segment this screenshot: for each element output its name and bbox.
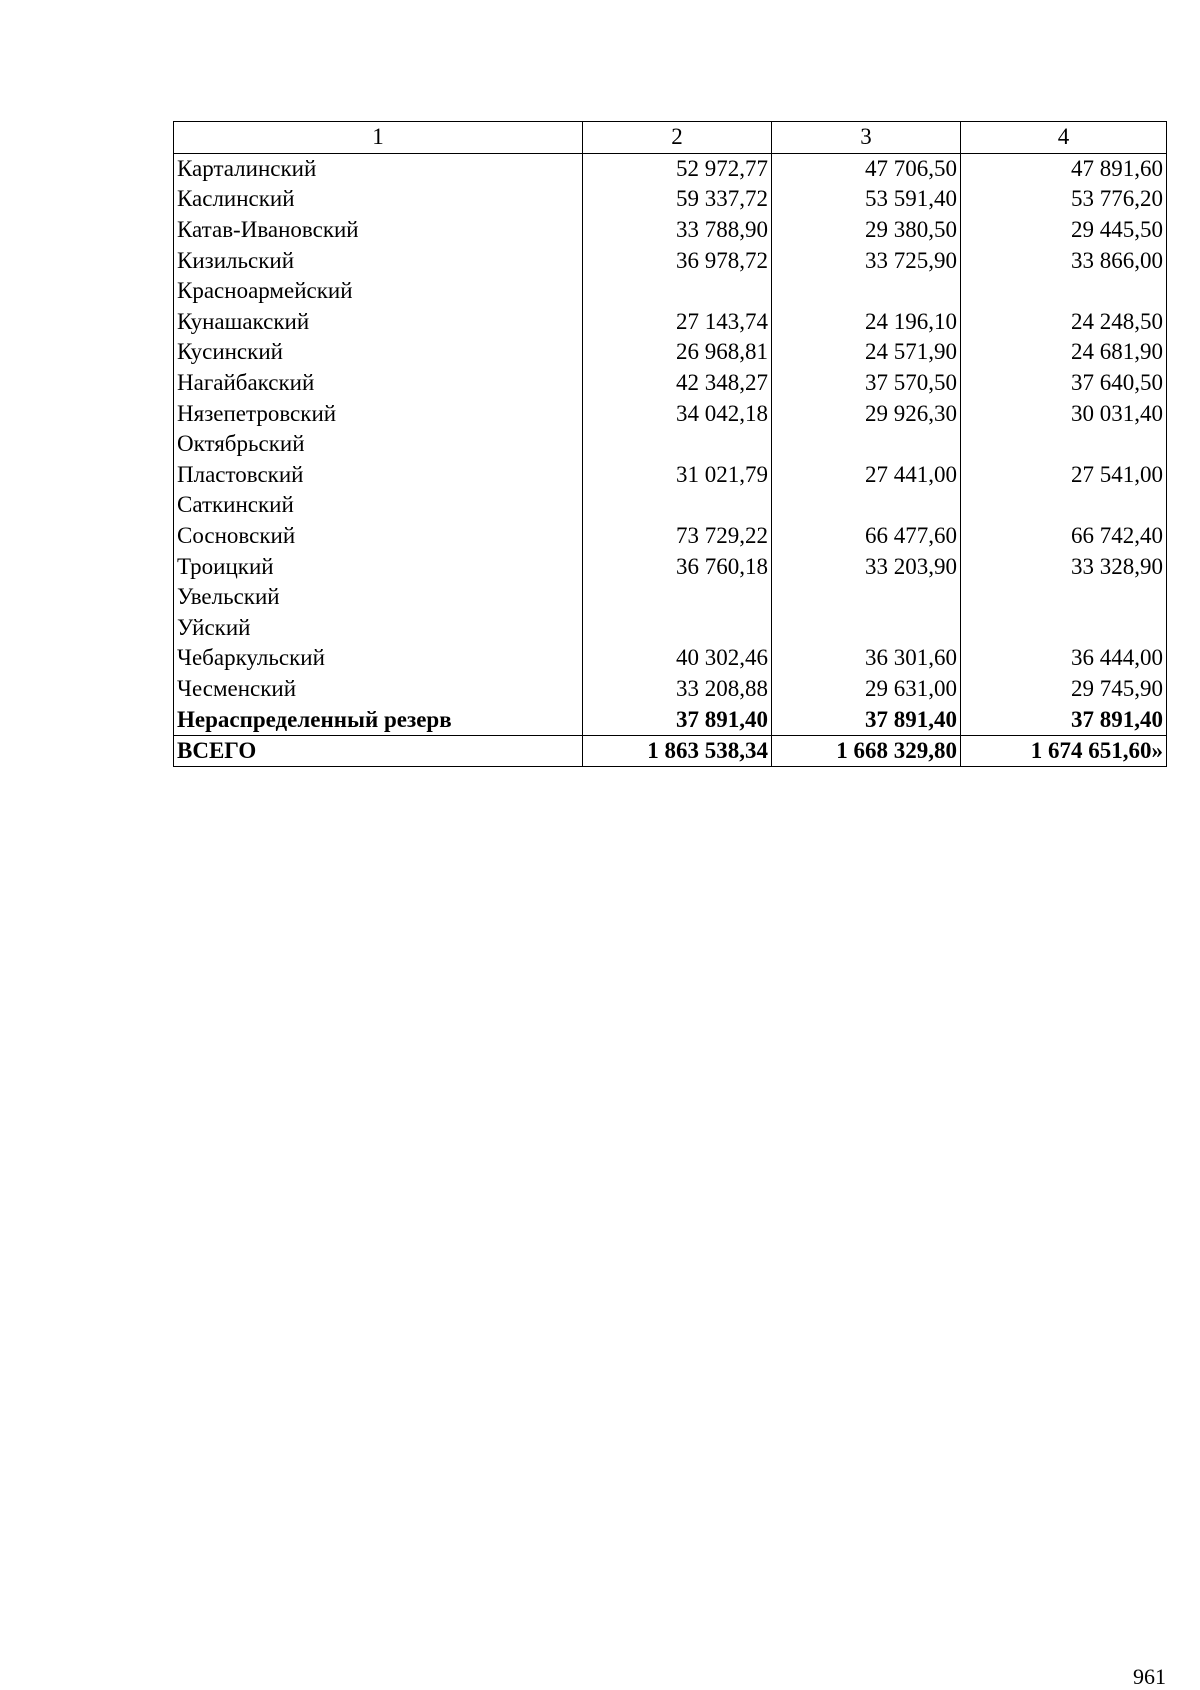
value-cell-2: 73 729,22 [583, 521, 772, 552]
page-number: 961 [1133, 1664, 1166, 1689]
value-cell-4 [961, 429, 1167, 460]
table-row [174, 184, 1167, 215]
table-row [174, 215, 1167, 246]
table-row [174, 337, 1167, 368]
table-row [174, 429, 1167, 460]
value-cell-3: 29 631,00 [772, 674, 961, 705]
value-cell-4: 47 891,60 [961, 153, 1167, 184]
value-cell-3: 66 477,60 [772, 521, 961, 552]
table-row [174, 368, 1167, 399]
table-row [174, 245, 1167, 276]
district-name-cell: Октябрьский [174, 429, 583, 460]
header-cell-2: 2 [583, 122, 772, 154]
district-name-cell: Катав-Ивановский [174, 215, 583, 246]
table-row [174, 460, 1167, 491]
value-cell-2: 37 891,40 [583, 704, 772, 735]
value-cell-3: 37 570,50 [772, 368, 961, 399]
value-cell-3: 29 926,30 [772, 398, 961, 429]
value-cell-3 [772, 429, 961, 460]
value-cell-2: 33 788,90 [583, 215, 772, 246]
value-cell-4: 33 328,90 [961, 551, 1167, 582]
value-cell-2: 31 021,79 [583, 460, 772, 491]
header-cell-4: 4 [961, 122, 1167, 154]
table-row [174, 551, 1167, 582]
value-cell-3: 37 891,40 [772, 704, 961, 735]
district-name-cell: Кизильский [174, 245, 583, 276]
budget-table [173, 121, 1167, 767]
value-cell-4: 33 866,00 [961, 245, 1167, 276]
value-cell-3: 33 725,90 [772, 245, 961, 276]
value-cell-4: 27 541,00 [961, 460, 1167, 491]
value-cell-4 [961, 582, 1167, 613]
header-cell-3: 3 [772, 122, 961, 154]
value-cell-2: 59 337,72 [583, 184, 772, 215]
district-name-cell: Пластовский [174, 460, 583, 491]
district-name-cell: Саткинский [174, 490, 583, 521]
district-name-cell: Карталинский [174, 153, 583, 184]
table-row [174, 276, 1167, 307]
value-cell-4: 29 445,50 [961, 215, 1167, 246]
value-cell-2 [583, 429, 772, 460]
value-cell-3 [772, 582, 961, 613]
value-cell-3: 1 668 329,80 [772, 735, 961, 767]
table-row [174, 153, 1167, 184]
district-name-cell: Сосновский [174, 521, 583, 552]
value-cell-4: 37 640,50 [961, 368, 1167, 399]
value-cell-4: 66 742,40 [961, 521, 1167, 552]
value-cell-3 [772, 276, 961, 307]
value-cell-4 [961, 613, 1167, 644]
value-cell-2 [583, 582, 772, 613]
district-name-cell: Троицкий [174, 551, 583, 582]
value-cell-3 [772, 490, 961, 521]
value-cell-2: 40 302,46 [583, 643, 772, 674]
district-name-cell: Уйский [174, 613, 583, 644]
value-cell-2: 42 348,27 [583, 368, 772, 399]
table-row [174, 307, 1167, 338]
value-cell-3: 53 591,40 [772, 184, 961, 215]
district-name-cell: Кунашакский [174, 307, 583, 338]
value-cell-4: 53 776,20 [961, 184, 1167, 215]
value-cell-4: 30 031,40 [961, 398, 1167, 429]
value-cell-3: 29 380,50 [772, 215, 961, 246]
value-cell-3: 24 571,90 [772, 337, 961, 368]
value-cell-4: 36 444,00 [961, 643, 1167, 674]
district-name-cell: Чесменский [174, 674, 583, 705]
value-cell-2 [583, 490, 772, 521]
district-name-cell: ВСЕГО [174, 735, 583, 767]
value-cell-2: 33 208,88 [583, 674, 772, 705]
table-row [174, 398, 1167, 429]
value-cell-3: 36 301,60 [772, 643, 961, 674]
district-name-cell: Красноармейский [174, 276, 583, 307]
table-row [174, 643, 1167, 674]
district-name-cell: Нязепетровский [174, 398, 583, 429]
value-cell-2 [583, 613, 772, 644]
value-cell-4: 1 674 651,60» [961, 735, 1167, 767]
table-row [174, 674, 1167, 705]
value-cell-3: 24 196,10 [772, 307, 961, 338]
header-row [174, 122, 1167, 154]
value-cell-2: 34 042,18 [583, 398, 772, 429]
value-cell-2: 52 972,77 [583, 153, 772, 184]
value-cell-3: 27 441,00 [772, 460, 961, 491]
table-row [174, 490, 1167, 521]
value-cell-2: 36 978,72 [583, 245, 772, 276]
value-cell-4: 29 745,90 [961, 674, 1167, 705]
total-row [174, 735, 1167, 767]
value-cell-2 [583, 276, 772, 307]
district-name-cell: Каслинский [174, 184, 583, 215]
value-cell-4: 37 891,40 [961, 704, 1167, 735]
district-name-cell: Увельский [174, 582, 583, 613]
district-name-cell: Нераспределенный резерв [174, 704, 583, 735]
value-cell-3: 47 706,50 [772, 153, 961, 184]
table-row [174, 521, 1167, 552]
header-cell-1: 1 [174, 122, 583, 154]
value-cell-3: 33 203,90 [772, 551, 961, 582]
value-cell-3 [772, 613, 961, 644]
value-cell-2: 36 760,18 [583, 551, 772, 582]
reserve-row [174, 704, 1167, 735]
value-cell-4: 24 681,90 [961, 337, 1167, 368]
district-name-cell: Нагайбакский [174, 368, 583, 399]
table-body [174, 153, 1167, 767]
district-name-cell: Чебаркульский [174, 643, 583, 674]
value-cell-4 [961, 490, 1167, 521]
value-cell-2: 26 968,81 [583, 337, 772, 368]
value-cell-2: 27 143,74 [583, 307, 772, 338]
value-cell-4: 24 248,50 [961, 307, 1167, 338]
table-row [174, 613, 1167, 644]
value-cell-2: 1 863 538,34 [583, 735, 772, 767]
value-cell-4 [961, 276, 1167, 307]
table-row [174, 582, 1167, 613]
district-name-cell: Кусинский [174, 337, 583, 368]
